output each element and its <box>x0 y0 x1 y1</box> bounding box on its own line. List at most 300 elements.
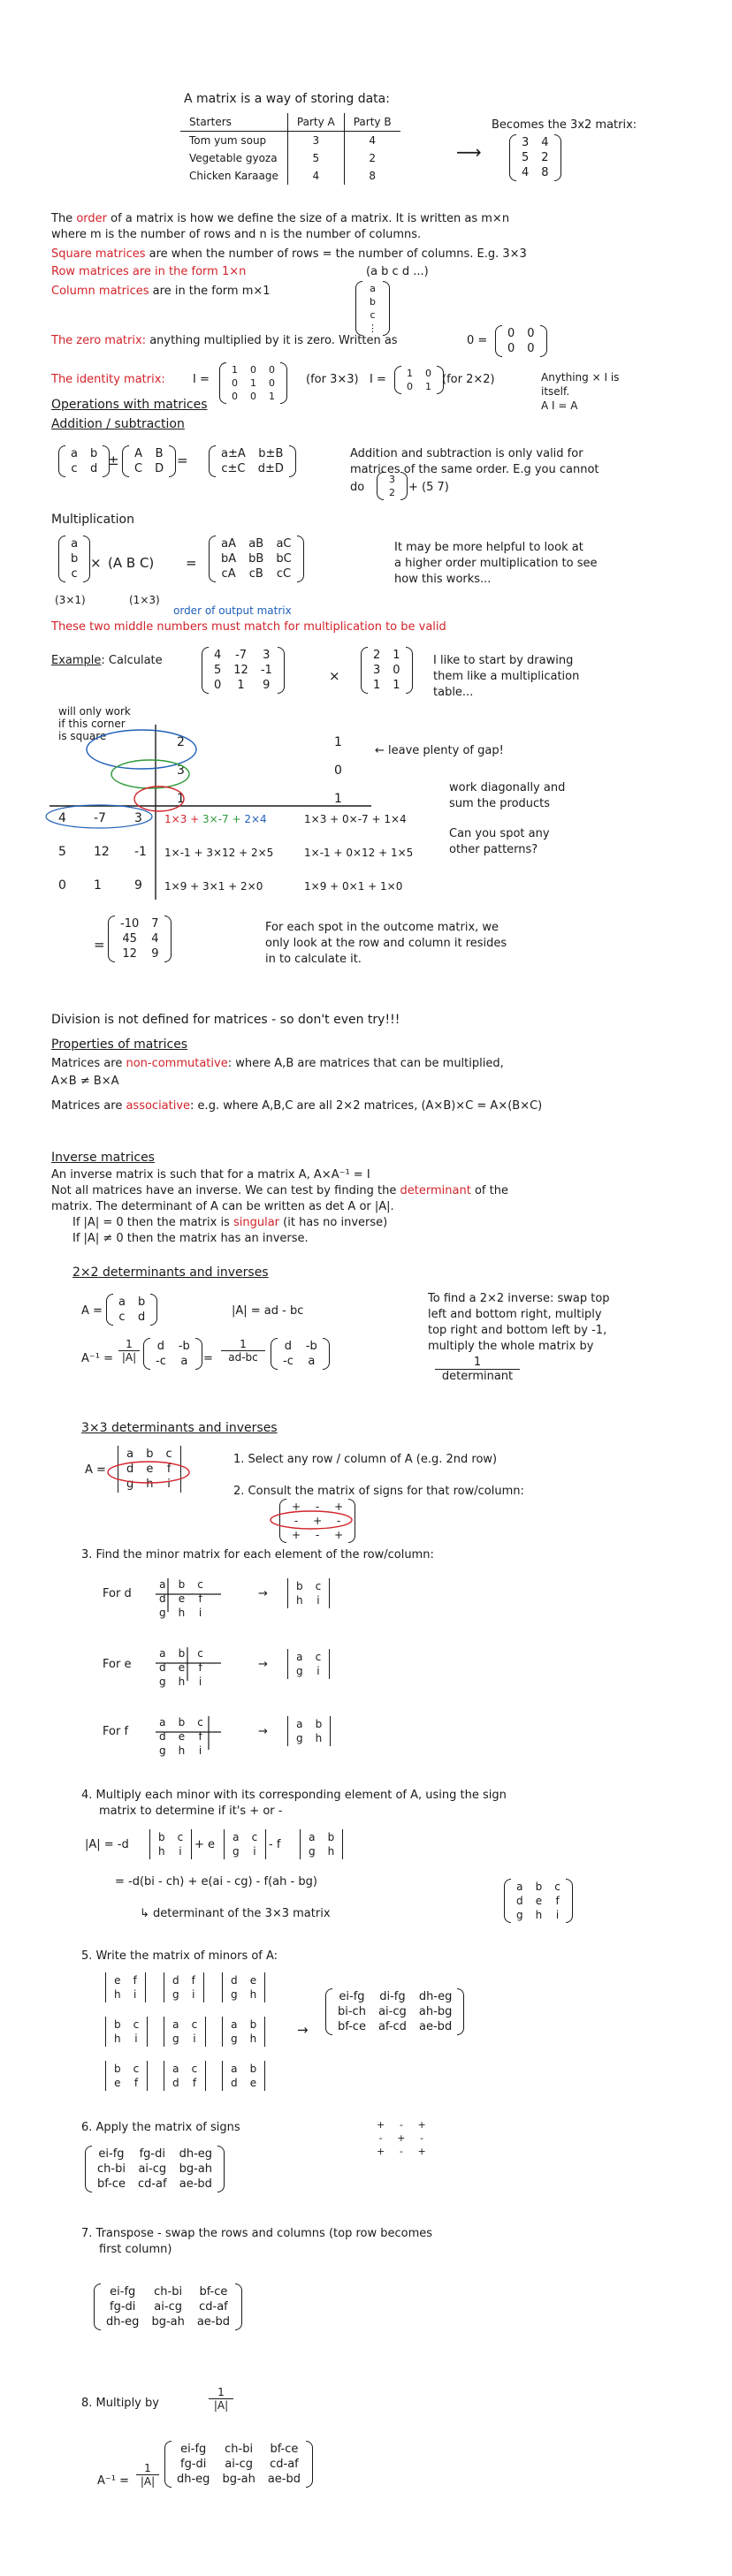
matrix-cell: + <box>397 2132 406 2144</box>
bracket-right <box>306 2441 313 2488</box>
matrix-cell: b <box>249 2063 257 2075</box>
diag-note-4: Can you spot any <box>449 827 550 840</box>
dim-1x3: (1×3) <box>129 594 160 606</box>
matrix-cell: aB <box>248 537 264 551</box>
bracket-right <box>235 2283 242 2330</box>
only-work-3: is square <box>58 730 107 742</box>
bracket-right <box>406 647 413 694</box>
matrix-cell: i <box>179 1845 182 1858</box>
matrix-cell: a <box>180 1355 188 1368</box>
three-A-matrix <box>115 1446 184 1493</box>
starters-table <box>180 113 400 185</box>
matrix-cell: b±B <box>258 447 284 460</box>
matrix-cell: b <box>137 1296 146 1309</box>
minor-det <box>161 2061 209 2091</box>
matrix-cell: 0 <box>507 327 515 340</box>
matrix-cell: 0 <box>232 391 238 402</box>
square-line: Square matrices are when the number of rows = the number of columns. E.g. 3×3 <box>51 247 527 261</box>
table-cell: 2 <box>344 149 400 167</box>
matrix-cell: 9 <box>263 679 271 692</box>
two-note-3: top right and bottom left by -1, <box>428 1324 607 1337</box>
bracket-left <box>287 1649 288 1679</box>
matrix-cell: 0 <box>407 381 413 392</box>
minor-det <box>219 2017 268 2047</box>
matrix-cell: 1 <box>232 364 238 376</box>
column-line: Column matrices are in the form m×1 <box>51 285 271 298</box>
three-A-label: A = <box>85 1463 106 1477</box>
row-value: 0 <box>58 878 66 893</box>
mult-title: Multiplication <box>51 513 134 527</box>
bracket-left <box>271 1338 278 1370</box>
two-det: |A| = ad - bc <box>232 1304 304 1318</box>
matrix-cell: ei-fg <box>110 2285 136 2299</box>
matrix-cell: cB <box>248 567 263 581</box>
matrix-cell: e <box>114 2077 121 2089</box>
matrix-cell: a <box>172 2018 179 2031</box>
zero-line: The zero matrix: anything multiplied by it is zero. Written as <box>51 334 398 347</box>
matrix-cell: b <box>178 1647 186 1660</box>
matrix-cell: 45 <box>122 932 137 946</box>
matrix-cell: g <box>309 1845 316 1858</box>
matrix-cell: h <box>535 1909 543 1921</box>
detA-minor-2 <box>221 1829 269 1859</box>
matrix-cell: 7 <box>151 917 159 931</box>
minor-det <box>103 2061 150 2091</box>
bracket-left <box>287 1578 288 1608</box>
bracket-left <box>495 325 502 357</box>
matrix-cell: e <box>178 1592 186 1605</box>
matrix-cell: e <box>249 2077 257 2089</box>
bracket-left <box>58 445 65 477</box>
bracket-left <box>222 2061 223 2091</box>
matrix-cell: 1 <box>407 368 413 379</box>
detA-minor-1 <box>147 1829 194 1859</box>
mult-note-2: a higher order multiplication to see <box>394 557 598 570</box>
plus-minus: ± <box>108 452 119 468</box>
diag-note-2: sum the products <box>449 797 551 810</box>
matrix-cell: 0 <box>425 368 431 379</box>
matrix-cell: ch-bi <box>97 2162 126 2176</box>
signs-matrix-6 <box>371 2117 431 2159</box>
bracket-right <box>145 1972 146 2002</box>
matrix-cell: b <box>370 296 376 308</box>
table-cell: 8 <box>344 167 400 185</box>
matrix-cell: e <box>178 1661 186 1674</box>
matrix-cell: h <box>296 1594 303 1607</box>
order-line1: The order of a matrix is how we define the size of a matrix. It is written as m×n <box>51 212 510 225</box>
matrix-cell: a <box>370 283 376 294</box>
matrix-cell: i <box>198 1676 202 1688</box>
bracket-left <box>122 445 129 477</box>
inverse-title: Inverse matrices <box>51 1151 155 1165</box>
arrow-icon: → <box>258 1587 268 1600</box>
matrix-cell: b <box>178 1716 186 1729</box>
matrix-cell: i <box>253 1845 256 1858</box>
bracket-left <box>219 362 226 404</box>
matrix-cell: f <box>191 1974 195 1987</box>
matrix-cell: aA <box>221 537 236 551</box>
itself-note: itself. <box>541 385 570 398</box>
matrix-cell: h <box>158 1845 165 1858</box>
matrix-cell: i <box>192 1988 195 2001</box>
two-frac1: 1 |A| <box>118 1338 140 1364</box>
bracket-right <box>205 2017 206 2047</box>
matrix-cell: c <box>315 1580 322 1592</box>
matrix-cell: d <box>126 1463 134 1476</box>
matrix-cell: c <box>177 1831 184 1843</box>
prop-line-1: Matrices are non-commutative: where A,B are matrices that can be multiplied, <box>51 1057 504 1070</box>
row-value: 12 <box>94 845 110 859</box>
matrix-cell: bC <box>276 552 292 566</box>
matrix-cell: 5 <box>522 151 530 164</box>
matrix-cell: c±C <box>221 462 246 475</box>
matrix-cell: b <box>327 1831 335 1843</box>
identity-symbol-3: I = <box>193 373 210 386</box>
cell-22: 1×-1 + 0×12 + 1×5 <box>304 847 414 859</box>
addsub-m3 <box>209 445 296 477</box>
matrix-cell: D <box>155 462 164 475</box>
anything-note: Anything × I is <box>541 371 620 384</box>
addsub-note-2: matrices of the same order. E.g you cannot <box>350 463 599 476</box>
bracket-right <box>203 1972 204 2002</box>
matrix-cell: ai-cg <box>138 2162 167 2176</box>
minor-det <box>161 1972 207 2002</box>
step-7: 7. Transpose - swap the rows and columns (top row becomes <box>81 2227 433 2240</box>
addsub-note-1: Addition and subtraction is only valid for <box>350 447 583 460</box>
matrix-cell: i <box>133 1988 137 2001</box>
matrix-cell: 0 <box>232 377 238 389</box>
two-note-1: To find a 2×2 inverse: swap top <box>428 1292 610 1305</box>
matrix-cell: 4 <box>214 649 222 662</box>
matrix-cell: dh-eg <box>179 2147 213 2161</box>
matrix-cell: e <box>249 1974 257 1987</box>
inverse-line-3: matrix. The determinant of A can be written as det A or |A|. <box>51 1200 394 1213</box>
grid-e <box>154 1645 209 1690</box>
only-work-2: if this corner <box>58 718 126 730</box>
matrix-cell: 3 <box>522 136 530 149</box>
matrix-cell: a <box>233 1831 240 1843</box>
bracket-right <box>265 1829 266 1859</box>
bracket-left <box>509 134 516 181</box>
bracket-right <box>348 1499 355 1543</box>
matrix-cell: bi-ch <box>338 2005 366 2018</box>
table-row <box>180 132 400 150</box>
matrix-cell: fg-di <box>139 2147 165 2161</box>
col2-value: 1 <box>334 735 342 749</box>
minor-det <box>161 2017 209 2047</box>
matrix-cell: g <box>516 1909 523 1921</box>
inverse-line-4: If |A| = 0 then the matrix is singular (it has no inverse) <box>72 1216 388 1229</box>
step-1: 1. Select any row / column of A (e.g. 2nd row) <box>233 1453 498 1466</box>
row-value: -1 <box>134 845 147 859</box>
matrix-cell: bf-ce <box>270 2443 299 2456</box>
addsub-m2 <box>122 445 176 477</box>
three-title: 3×3 determinants and inverses <box>81 1421 278 1435</box>
abc-matrix <box>504 1879 573 1923</box>
matrix-cell: d <box>89 462 98 475</box>
mult-note-1: It may be more helpful to look at <box>394 541 583 554</box>
example-times: × <box>329 668 340 684</box>
table-cell: Vegetable gyoza <box>189 152 278 164</box>
matrix-cell: d <box>159 1661 166 1674</box>
bracket-right <box>540 325 547 357</box>
matrix-cell: bg-ah <box>151 2315 185 2329</box>
two-A-matrix <box>106 1294 157 1326</box>
matrix-cell: d <box>137 1311 146 1324</box>
matrix-cell: e <box>535 1895 543 1907</box>
matrix-cell: b <box>315 1718 323 1730</box>
matrix-cell: - <box>399 2119 403 2131</box>
matrix-cell: a <box>71 537 79 551</box>
matrix-cell: + <box>313 1515 323 1527</box>
matrix-cell: bf-ce <box>338 2020 366 2033</box>
matrix-cell: af-cd <box>377 2020 407 2033</box>
matrix-cell: 1 <box>425 381 431 392</box>
bracket-left <box>85 2146 92 2192</box>
matrix-cell: b <box>146 1448 154 1461</box>
operations-title: Operations with matrices <box>51 398 208 412</box>
column-example <box>355 281 390 336</box>
bracket-left <box>94 2283 101 2330</box>
matrix-cell: - <box>420 2132 424 2144</box>
matrix-cell: ae-bd <box>179 2177 212 2191</box>
matrix-cell: g <box>159 1607 166 1619</box>
diag-note-1: work diagonally and <box>449 781 566 794</box>
mult-eq: = <box>186 555 197 571</box>
step-4: 4. Multiply each minor with its corresponding element of A, using the sign <box>81 1789 507 1802</box>
bracket-right <box>342 1829 343 1859</box>
matrix-cell: d <box>231 1974 238 1987</box>
matrix-cell: f <box>198 1730 202 1743</box>
result-note-3: in to calculate it. <box>265 953 362 966</box>
bracket-left <box>105 2017 106 2047</box>
prop-line-3: Matrices are associative: e.g. where A,B,C are all 2×2 matrices, (A×B)×C = A×(B×C) <box>51 1099 543 1113</box>
matrix-cell: 4 <box>522 166 530 179</box>
matrix-cell: aC <box>276 537 292 551</box>
matrix-cell: 0 <box>250 364 256 376</box>
bracket-right <box>264 2017 265 2047</box>
signs-matrix <box>279 1499 355 1543</box>
matrix-cell: b <box>296 1580 303 1592</box>
matrix-cell: d <box>172 2077 179 2089</box>
identity-symbol-2: I = <box>370 373 386 386</box>
matrix-cell: - <box>315 1501 320 1513</box>
addsub-note-3: do <box>350 481 365 494</box>
cell-32: 1×9 + 0×1 + 1×0 <box>304 880 403 893</box>
matrix-cell: -c <box>283 1355 294 1368</box>
result-matrix <box>108 916 172 962</box>
matrix-cell: c <box>315 1651 322 1663</box>
matrix-cell: a <box>126 1448 134 1461</box>
matrix-cell: d <box>159 1730 166 1743</box>
matrix-cell: c <box>133 2063 140 2075</box>
matrix-cell: c <box>71 462 78 475</box>
matrix-cell: cA <box>221 567 236 581</box>
example-A <box>202 647 285 694</box>
two-inv-label: A⁻¹ = <box>81 1352 113 1365</box>
example-B <box>361 647 413 694</box>
result-note-2: only look at the row and column it resides <box>265 937 507 950</box>
matrix-cell: C <box>134 462 143 475</box>
matrix-cell: - <box>294 1515 299 1527</box>
matrix-cell: B <box>155 447 164 460</box>
bracket-left <box>164 2441 172 2488</box>
detA-expand: = -d(bi - ch) + e(ai - cg) - f(ah - bg) <box>115 1875 317 1888</box>
cannot-row: + (5 7) <box>408 481 449 494</box>
matrix-cell: f <box>198 1592 202 1605</box>
matrix-cell: -b <box>305 1340 317 1353</box>
properties-title: Properties of matrices <box>51 1037 188 1052</box>
matrix-cell: h <box>146 1478 154 1491</box>
matrix-cell: g <box>159 1676 166 1688</box>
final-frac: 1 |A| <box>136 2462 159 2488</box>
matrix-cell: ⋮ <box>368 323 377 334</box>
result-eq: = <box>94 937 105 953</box>
matrix-cell: 0 <box>214 679 222 692</box>
minors-values <box>325 1988 464 2035</box>
order-line2: where m is the number of rows and n is the number of columns. <box>51 228 422 241</box>
step-8-frac: 1 |A| <box>209 2386 233 2412</box>
matrix-cell: bg-ah <box>222 2473 255 2486</box>
matrix-cell: c <box>251 1831 258 1843</box>
col1-value: 1 <box>177 792 185 806</box>
row-value: 5 <box>58 845 66 859</box>
matrix-cell: f <box>192 2077 197 2089</box>
matrix-cell: h <box>114 2033 121 2045</box>
matrix-cell: e <box>114 1974 121 1987</box>
final-matrix <box>164 2441 313 2488</box>
matrix-cell: 1 <box>269 391 275 402</box>
row-value: 4 <box>58 811 66 825</box>
matrix-cell: -10 <box>120 917 140 931</box>
for-f: For f <box>103 1725 129 1738</box>
final-lhs: A⁻¹ = <box>97 2474 129 2488</box>
mult-row: (A B C) <box>108 555 155 571</box>
minors-arrow: → <box>297 2022 309 2038</box>
matrix-cell: f <box>198 1661 202 1674</box>
matrix-cell: g <box>233 1845 240 1858</box>
matrix-cell: a <box>159 1716 166 1729</box>
inverse-line-2: Not all matrices have an inverse. We can test by finding the determinant of the <box>51 1184 508 1197</box>
matrix-cell: c <box>118 1311 126 1324</box>
order-output-label: order of output matrix <box>173 604 292 617</box>
matrix-cell: di-fg <box>379 1990 406 2003</box>
matrix-cell: f <box>133 2077 139 2089</box>
matrix-cell: b <box>71 552 79 566</box>
bracket-right <box>289 445 296 477</box>
bracket-right <box>195 1338 202 1370</box>
minor-det <box>103 1972 149 2002</box>
matrix-cell: 0 <box>269 377 275 389</box>
bracket-left <box>143 1338 150 1370</box>
matrix-cell: cd-af <box>270 2458 299 2471</box>
table-header: Party B <box>344 113 400 132</box>
minor-d <box>285 1578 332 1608</box>
for-2x2: (for 2×2) <box>442 373 495 386</box>
matrix-cell: b <box>89 447 98 460</box>
matrix-cell: g <box>126 1478 134 1491</box>
matrix-cell: 2 <box>373 649 381 662</box>
two-note-2: left and bottom right, multiply <box>428 1308 602 1321</box>
step-6: 6. Apply the matrix of signs <box>81 2121 240 2134</box>
matrix-cell: d±D <box>257 462 284 475</box>
bracket-left <box>224 1829 225 1859</box>
matrix-cell: bf-ce <box>97 2177 126 2191</box>
table-cell: Chicken Karaage <box>189 170 278 182</box>
matrix-cell: e <box>146 1463 154 1476</box>
matrix-cell: h <box>249 2033 257 2045</box>
bracket-left <box>58 536 65 582</box>
matrix-cell: 3 <box>373 664 381 677</box>
matrix-cell: ch-bi <box>154 2285 183 2299</box>
bracket-right <box>280 362 287 404</box>
bracket-left <box>209 445 216 477</box>
grid-d <box>154 1577 209 1621</box>
row-value: 3 <box>134 811 142 825</box>
row-value: 1 <box>94 878 102 893</box>
col1-value: 3 <box>177 764 185 778</box>
matrix-cell: 3 <box>263 649 271 662</box>
bracket-right <box>323 1338 330 1370</box>
matrix-cell: fg-di <box>110 2300 136 2314</box>
addsub-m1 <box>58 445 110 477</box>
matrix-cell: + <box>334 1529 344 1541</box>
for-3x3: (for 3×3) <box>306 373 359 386</box>
matrix-cell: bf-ce <box>199 2285 228 2299</box>
bracket-right <box>383 281 390 336</box>
matrix-cell: g <box>172 1988 179 2001</box>
step-3: 3. Find the minor matrix for each element of the row/column: <box>81 1548 434 1562</box>
row-value: -7 <box>94 811 106 825</box>
matrix-cell: + <box>377 2119 385 2131</box>
example-heading: Example: Calculate <box>51 654 163 667</box>
detA-minus-f: - f <box>269 1838 281 1851</box>
matrix-cell: a <box>118 1296 126 1309</box>
cell-21: 1×-1 + 3×12 + 2×5 <box>164 847 274 859</box>
bracket-right <box>217 2146 225 2192</box>
matrix-cell: i <box>167 1478 171 1491</box>
example-note-3: table... <box>433 686 474 699</box>
bracket-right <box>566 1879 573 1923</box>
matrix-cell: b <box>158 1831 165 1843</box>
matrix-cell: d <box>231 2077 238 2089</box>
step-4b: matrix to determine if it's + or - <box>99 1805 283 1818</box>
matrix-cell: a <box>296 1718 303 1730</box>
table-cell: 5 <box>287 149 344 167</box>
bracket-left <box>504 1879 511 1923</box>
intro-matrix <box>509 134 561 181</box>
matrix-cell: + <box>377 2146 385 2157</box>
matrix-cell: 9 <box>151 947 159 961</box>
matrix-cell: a <box>172 2063 179 2075</box>
table-header: Party A <box>287 113 344 132</box>
matrix-cell: d <box>156 1340 165 1353</box>
for-e: For e <box>103 1658 132 1671</box>
matrix-cell: ai-cg <box>225 2458 253 2471</box>
matrix-cell: a <box>159 1578 166 1591</box>
two-frac2: 1 ad-bc <box>221 1338 265 1364</box>
bracket-left <box>106 1294 113 1326</box>
table-cell: Tom yum soup <box>189 134 267 147</box>
result-note-1: For each spot in the outcome matrix, we <box>265 921 499 934</box>
matrix-cell: h <box>114 1988 121 2001</box>
matrix-cell: a <box>71 447 78 460</box>
only-work-1: will only work <box>58 705 131 718</box>
matrix-cell: 8 <box>541 166 549 179</box>
col2-value: 0 <box>334 764 342 778</box>
matrix-cell: -b <box>178 1340 190 1353</box>
matrix-cell: a <box>296 1651 303 1663</box>
